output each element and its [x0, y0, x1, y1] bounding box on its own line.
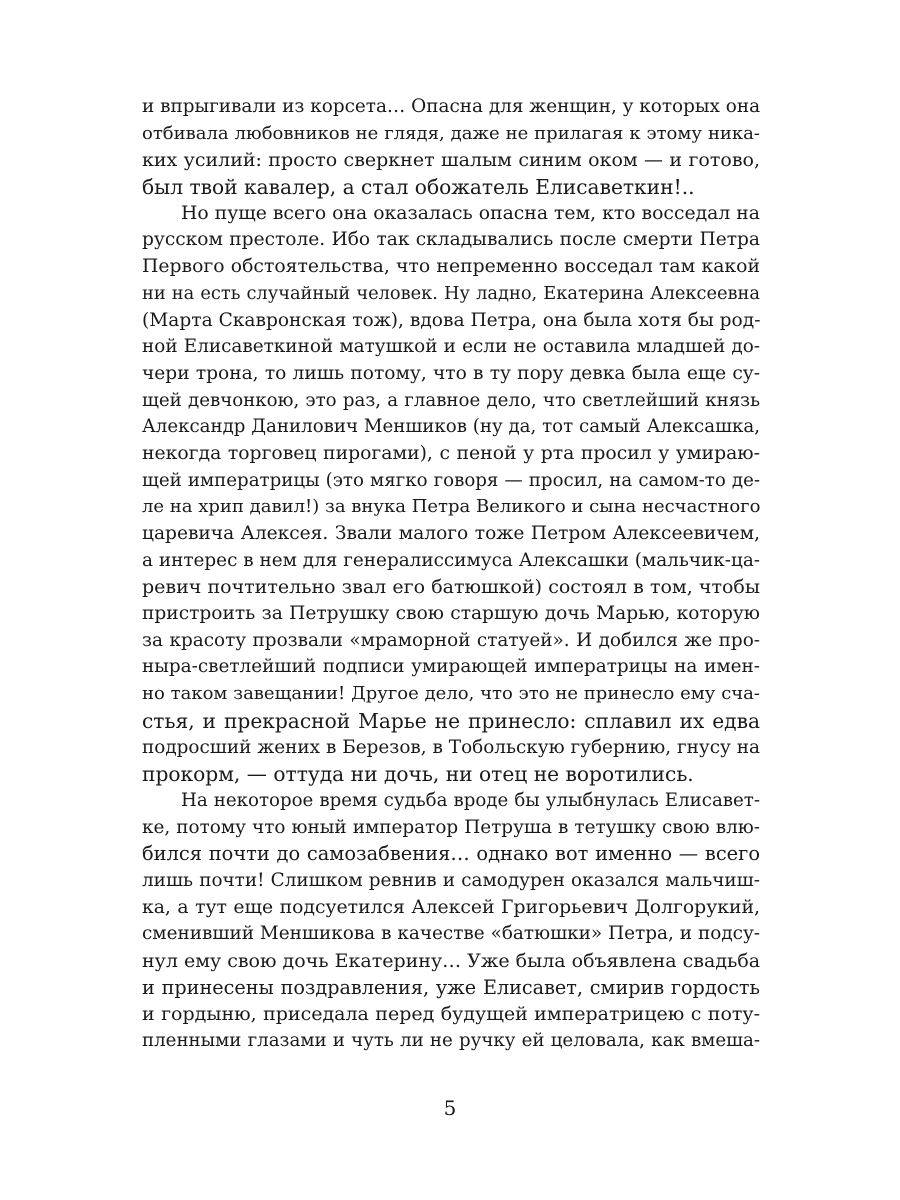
text-line: ких усилий: просто сверкнет шалым синим оком — и готово,: [142, 149, 760, 172]
text-line: и впрыгивали из корсета… Опасна для женщин, у которых она: [142, 96, 761, 117]
text-line: Но пуще всего она оказалась опасна тем, кто восседал на: [181, 202, 760, 224]
text-line: щей девчонкою, это раз, а главное дело, что светлейший князь: [142, 389, 760, 411]
page-number: 5: [443, 1096, 457, 1120]
text-line: ни на есть случайный человек. Ну ладно, Екатерина Алексеевна: [142, 282, 760, 304]
paragraph-3: [142, 788, 760, 1055]
text-line: стья, и прекрасной Марье не принесло: сплавил их едва: [142, 708, 760, 733]
text-line: нул ему свою дочь Екатерину… Уже была объявлена свадьба: [142, 950, 761, 972]
text-line: прокорм, — оттуда ни дочь, ни отец не воротились.: [142, 762, 694, 787]
text-line: и принесены поздравления, уже Елисавет, смирив гордость: [142, 975, 760, 999]
text-line: был твой кавалер, а стал обожатель Елисаветкин!..: [142, 175, 695, 200]
text-line: Первого обстоятельства, что непременно восседал там какой: [142, 256, 760, 278]
text-line: ной Елисаветкиной матушкой и если не оставила младшей до-: [142, 336, 760, 358]
text-line: лишь почти! Слишком ревнив и самодурен оказался мальчиш-: [142, 869, 760, 891]
text-line: русском престоле. Ибо так складывались после смерти Петра: [142, 229, 760, 251]
text-line: отбивала любовников не глядя, даже не прилагая к этому ника-: [142, 122, 760, 144]
text-line: ревич почтительно звал его батюшкой) состоял в том, чтобы: [142, 576, 760, 599]
text-line: подросший жених в Березов, в Тобольскую губернию, гнусу на: [142, 736, 760, 758]
text-line: царевича Алексея. Звали малого тоже Петром Алексеевичем,: [142, 523, 760, 544]
text-line: щей императрицы (это мягко говоря — просил, на самом-то де-: [142, 469, 760, 491]
text-line: ле на хрип давил!) за внука Петра Великого и сына несчастного: [142, 496, 761, 518]
book-page-text: [142, 94, 760, 1055]
text-line: за красоту прозвали «мраморной статуей». И добился же про-: [142, 629, 760, 651]
text-line: (Марта Скавронская тож), вдова Петра, она была хотя бы род-: [142, 309, 761, 331]
text-line: пристроить за Петрушку свою старшую дочь Марью, которую: [142, 603, 760, 625]
text-line: ныра-светлейший подписи умирающей императрицы на имен-: [142, 656, 760, 678]
text-line: некогда торговец пирогами), с пеной у рта просил у умираю-: [142, 442, 760, 464]
text-line: ке, потому что юный император Петруша в тетушку свою влю-: [142, 816, 760, 838]
paragraph-1: [142, 94, 760, 201]
text-line: сменивший Меншикова в качестве «батюшки» Петра, и подсу-: [142, 923, 760, 945]
text-line: На некоторое время судьба вроде бы улыбнулась Елисавет-: [181, 789, 760, 811]
text-line: Александр Данилович Меншиков (ну да, тот самый Алексашка,: [142, 416, 760, 438]
text-line: бился почти до самозабвения… однако вот именно — всего: [142, 842, 760, 866]
text-line: а интерес в нем для генералиссимуса Алексашки (мальчик-ца-: [142, 549, 760, 571]
paragraph-2: [142, 201, 760, 788]
text-line: пленными глазами и чуть ли не ручку ей целовала, как вмеша-: [142, 1030, 760, 1052]
text-line: ка, а тут еще подсуетился Алексей Григорьевич Долгорукий,: [142, 896, 760, 918]
text-line: чери трона, то лишь потому, что в ту пору девка была еще су-: [142, 362, 760, 384]
text-line: но таком завещании! Другое дело, что это не принесло ему сча-: [142, 683, 760, 705]
text-line: и гордыню, приседала перед будущей императрицею с поту-: [142, 1003, 760, 1026]
